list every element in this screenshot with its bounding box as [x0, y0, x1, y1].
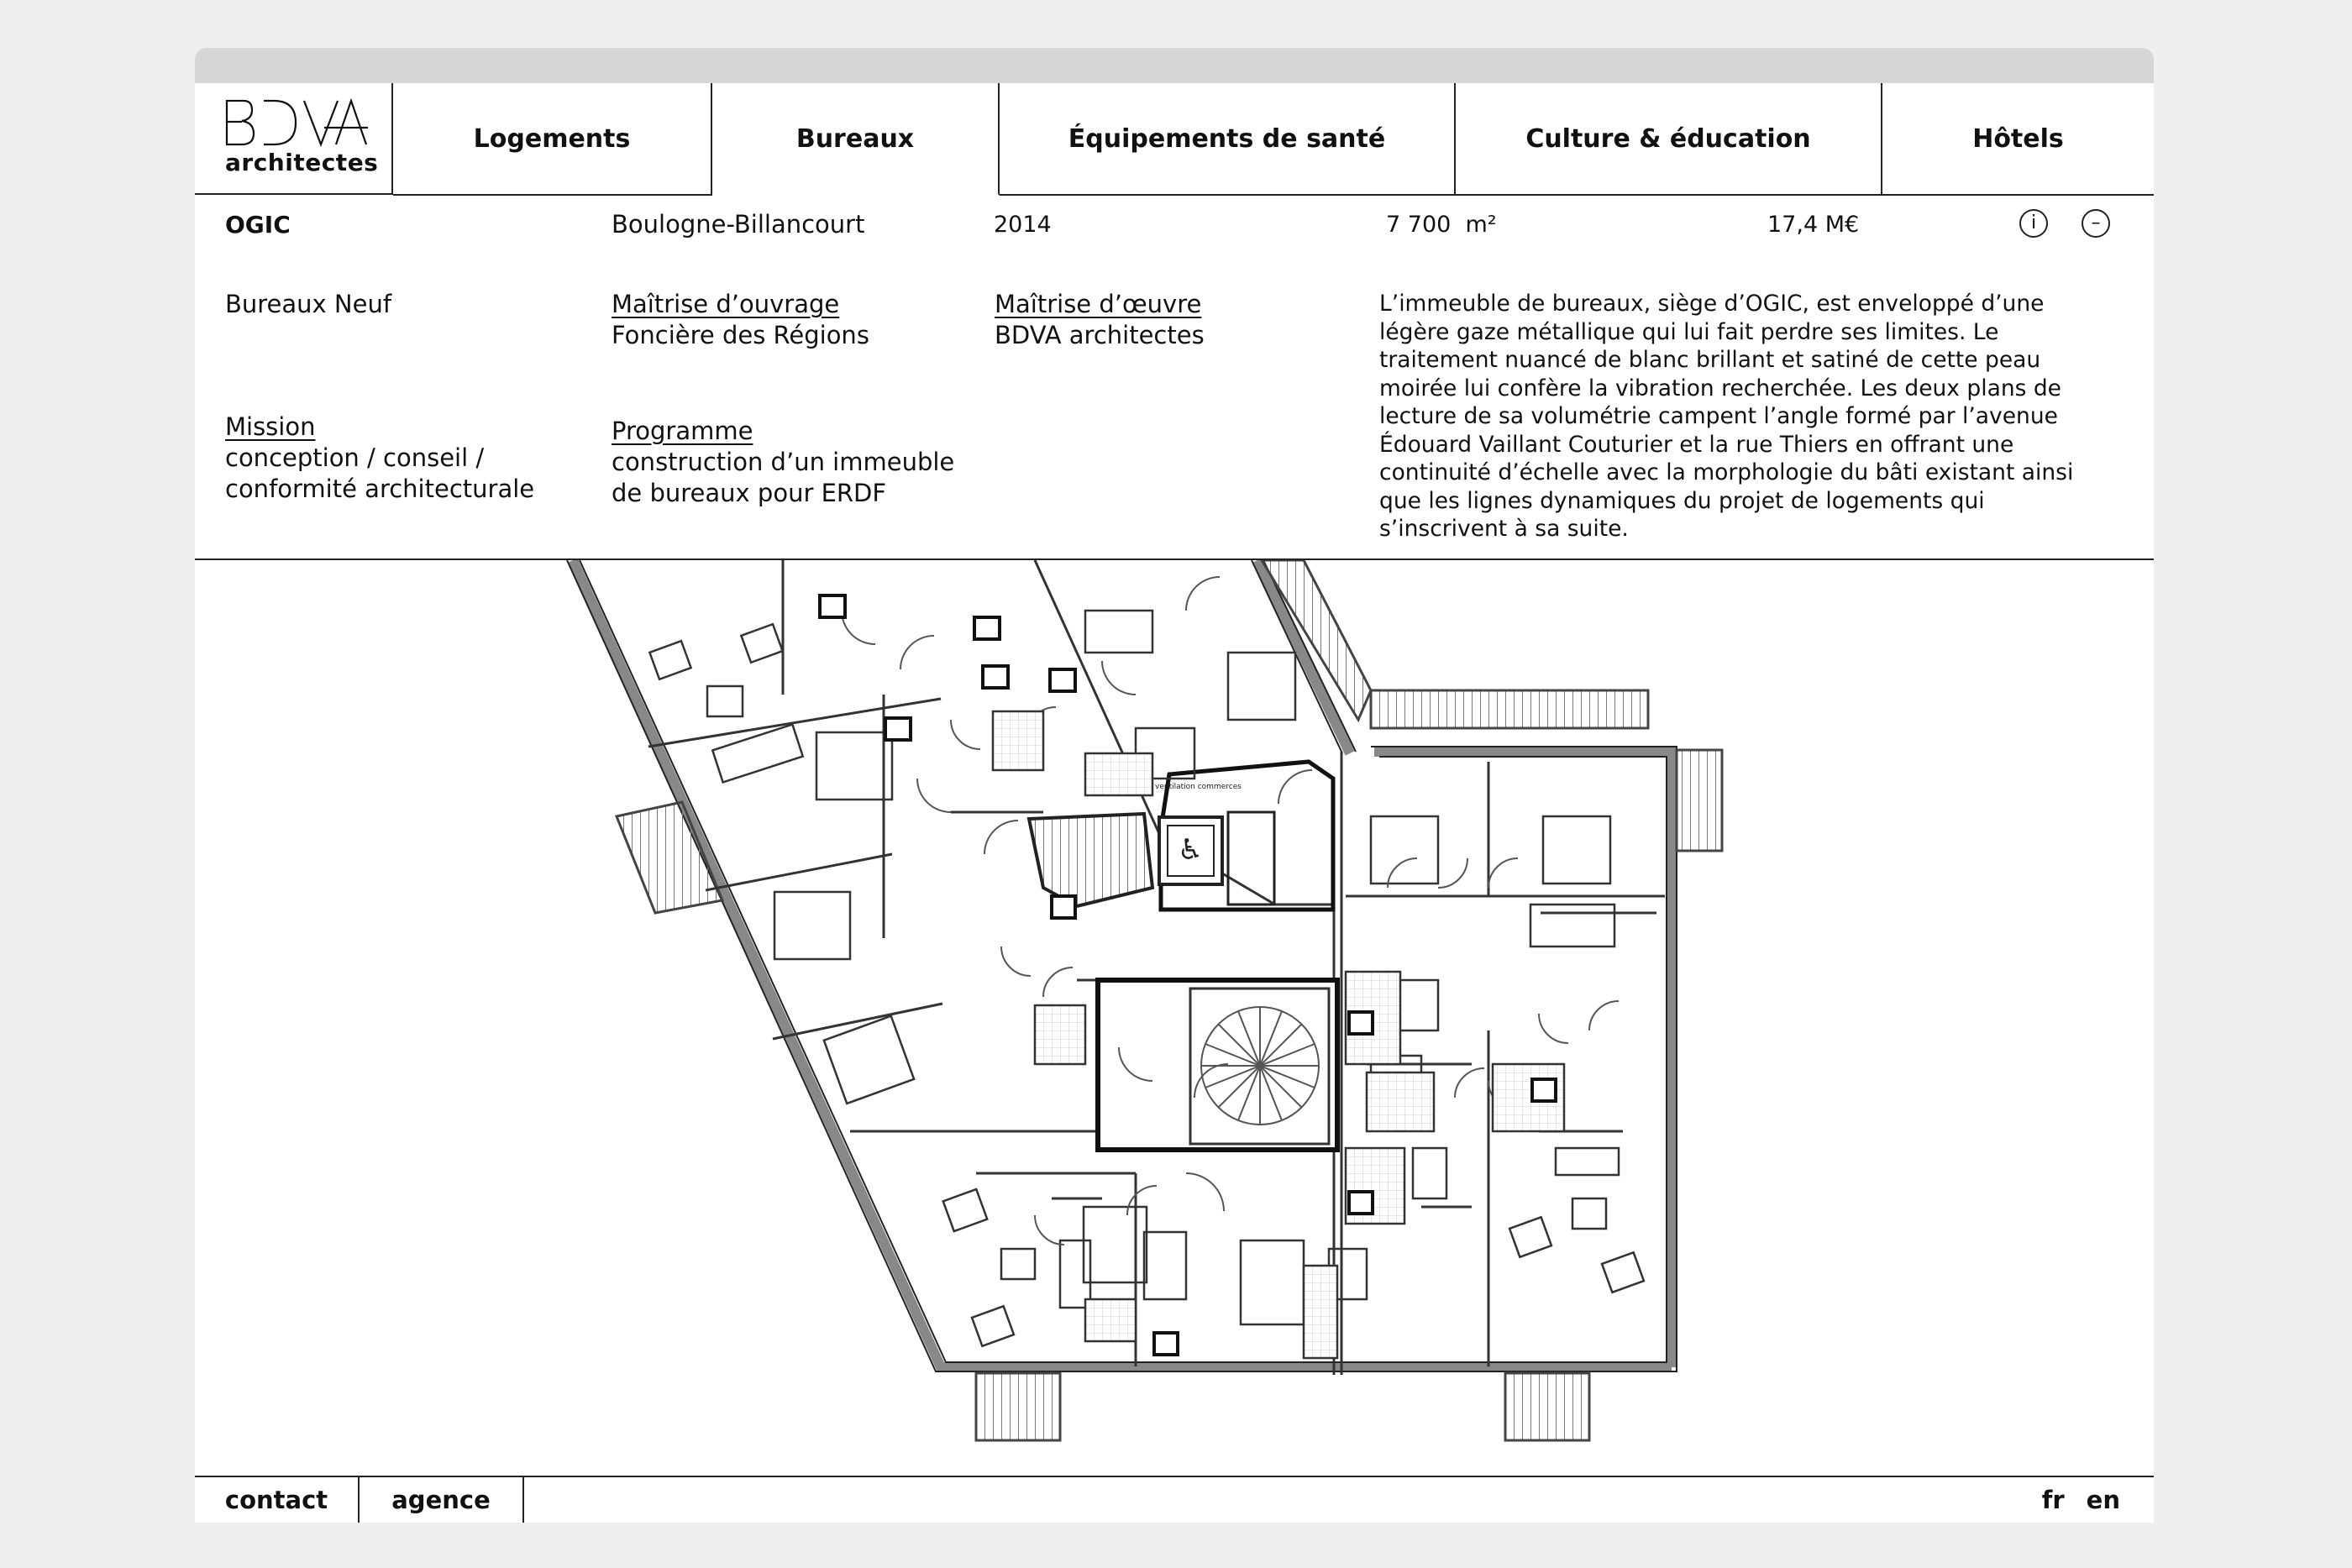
- owner-value: Foncière des Régions: [612, 321, 869, 349]
- architect-label: Maîtrise d’œuvre: [995, 290, 1202, 318]
- mission-block: [225, 412, 534, 505]
- core: [1029, 762, 1337, 1150]
- minus-icon[interactable]: –: [2082, 209, 2110, 238]
- owner-block: [612, 289, 869, 351]
- page: [195, 83, 2154, 1523]
- logo-text: architectes: [225, 149, 379, 176]
- project-area: 7 700 m²: [1386, 212, 1497, 238]
- plan-annotation: ventilation commerces: [1155, 783, 1242, 791]
- bdva-logo-icon: [225, 98, 368, 147]
- project-city: Boulogne-Billancourt: [612, 210, 865, 239]
- project-description: L’immeuble de bureaux, siège d’OGIC, est enveloppé d’une légère gaze métallique qui lui fait perdre ses limites. Le traitement nuancé de blanc brillant et satiné de cette peau moirée lui confère la vibration recherchée. Les deux plans de lecture de sa volumétrie campent l’angle formé par l’avenue Édouard Vaillant Couturier et la rue Thiers en offrant une continuité d’échelle avec la morphologie du bâti existant ainsi que les lignes dynamiques du projet de logements qui s’inscrivent à sa suite.: [1379, 291, 2074, 542]
- project-type: Bureaux Neuf: [225, 290, 392, 318]
- floor-plan: [195, 560, 2154, 1476]
- nav-tab-bureaux[interactable]: Bureaux: [712, 83, 1000, 196]
- info-icon[interactable]: i: [2019, 209, 2048, 238]
- project-actions: [2019, 209, 2110, 238]
- browser-bar: [195, 48, 2154, 83]
- language-switch: [2042, 1477, 2120, 1523]
- nav-tab-sante[interactable]: Équipements de santé: [1000, 83, 1456, 196]
- nav-tab-hotels[interactable]: Hôtels: [1882, 83, 2154, 196]
- nav-tab-culture[interactable]: Culture & éducation: [1456, 83, 1882, 196]
- project-year: 2014: [994, 212, 1052, 238]
- contact-link[interactable]: contact: [195, 1477, 360, 1523]
- logo[interactable]: [195, 83, 393, 195]
- mission-label: Mission: [225, 412, 316, 441]
- project-client: OGIC: [225, 211, 291, 239]
- mission-line-2: conformité architecturale: [225, 475, 535, 503]
- lang-fr-link[interactable]: fr: [2041, 1486, 2065, 1514]
- owner-label: Maîtrise d’ouvrage: [612, 290, 840, 318]
- architect-value: BDVA architectes: [995, 321, 1205, 349]
- footer: [195, 1476, 2154, 1523]
- mission-line-1: conception / conseil /: [225, 443, 485, 472]
- programme-line-2: de bureaux pour ERDF: [612, 479, 887, 507]
- main-nav: [195, 83, 2154, 196]
- architect-block: [995, 289, 1205, 351]
- lang-en-link[interactable]: en: [2086, 1486, 2120, 1514]
- programme-block: [612, 416, 954, 509]
- programme-line-1: construction d’un immeuble: [612, 448, 955, 476]
- programme-label: Programme: [612, 417, 753, 445]
- nav-tab-logements[interactable]: Logements: [393, 83, 712, 196]
- project-budget: 17,4 M€: [1767, 212, 1860, 238]
- agency-link[interactable]: agence: [360, 1477, 524, 1523]
- svg-text:♿: ♿: [1177, 833, 1204, 867]
